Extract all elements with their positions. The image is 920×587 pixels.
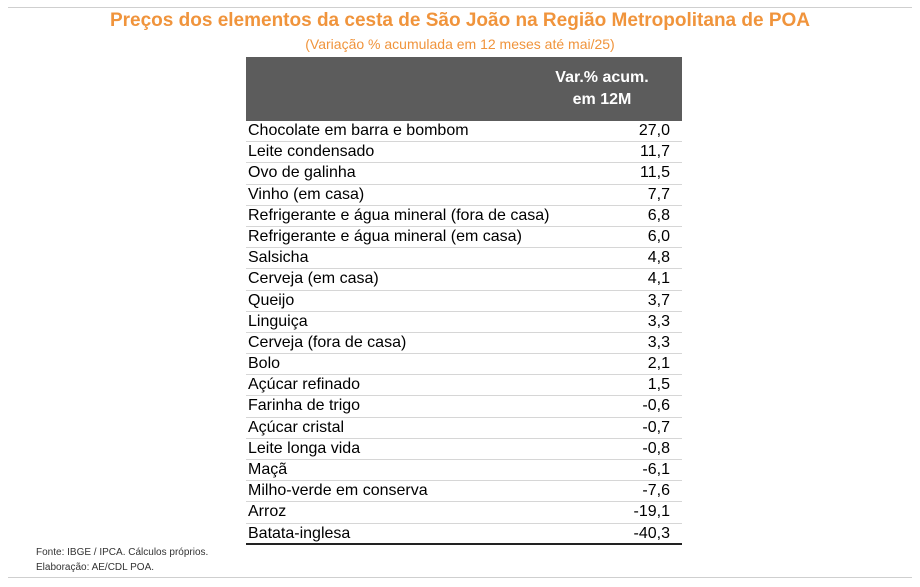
table-row: [246, 375, 682, 396]
item-name: Salsicha: [248, 249, 309, 267]
item-name: Bolo: [248, 355, 281, 373]
chart-title: Preços dos elementos da cesta de São João na Região Metropolitana de POA: [109, 10, 811, 31]
item-name: Açúcar refinado: [248, 376, 361, 394]
top-rule: [8, 7, 912, 8]
item-name: Cerveja (em casa): [248, 270, 379, 288]
table-row: [246, 163, 682, 184]
item-value: 11,7: [640, 143, 670, 161]
item-name: Farinha de trigo: [248, 397, 361, 415]
table-row: [246, 418, 682, 439]
footer-credit: Elaboração: AE/CDL POA.: [36, 562, 155, 573]
item-name: Queijo: [248, 291, 295, 309]
table-row: [246, 248, 682, 269]
table-row: [246, 312, 682, 333]
item-value: -6,1: [642, 461, 670, 478]
item-name: Milho-verde em conserva: [248, 482, 428, 500]
item-value: -0,7: [642, 418, 670, 436]
item-name: Linguiça: [248, 312, 308, 330]
table-row: [246, 396, 682, 417]
item-value: 1,5: [647, 376, 670, 394]
item-value: 27,0: [638, 122, 670, 139]
bottom-rule: [8, 577, 912, 578]
item-value: 7,7: [647, 185, 670, 203]
table-row: [246, 121, 682, 142]
table-row: [246, 142, 682, 163]
item-name: Refrigerante e água mineral (em casa): [248, 227, 522, 245]
table-body: [246, 121, 682, 545]
table-row: [246, 291, 682, 312]
item-name: Arroz: [248, 503, 287, 521]
table-row: [246, 354, 682, 375]
item-name: Maçã: [248, 461, 288, 478]
footer-source: Fonte: IBGE / IPCA. Cálculos próprios.: [36, 547, 209, 558]
item-name: Batata-inglesa: [248, 524, 351, 542]
item-name: Cerveja (fora de casa): [248, 333, 407, 351]
column-header-line1: Var.% acum.: [555, 69, 649, 86]
item-value: 4,8: [647, 249, 670, 267]
column-header-line2: em 12M: [572, 91, 632, 108]
table-header: [246, 57, 682, 121]
item-name: Ovo de galinha: [248, 164, 356, 182]
table-row: [246, 460, 682, 481]
item-value: -0,8: [642, 439, 670, 457]
table-row: [246, 502, 682, 523]
chart-subtitle: (Variação % acumulada em 12 meses até mai/25): [305, 36, 615, 52]
item-value: 6,0: [647, 227, 670, 245]
table-row: [246, 481, 682, 502]
table-row: [246, 227, 682, 248]
item-name: Refrigerante e água mineral (fora de casa): [248, 206, 550, 224]
item-value: -7,6: [642, 482, 670, 500]
item-name: Leite condensado: [248, 143, 375, 161]
item-value: 3,7: [647, 291, 670, 309]
table-row: [246, 439, 682, 460]
item-name: Açúcar cristal: [248, 418, 345, 436]
table-row: [246, 185, 682, 206]
item-value: 6,8: [647, 206, 670, 224]
item-value: 11,5: [640, 164, 670, 182]
table-row: [246, 333, 682, 354]
item-value: -40,3: [633, 524, 670, 542]
item-value: 2,1: [647, 355, 670, 373]
item-value: 3,3: [647, 333, 670, 351]
item-name: Vinho (em casa): [248, 185, 365, 203]
table-row: [246, 206, 682, 227]
item-value: 3,3: [647, 312, 670, 330]
table-row: [246, 269, 682, 290]
price-table: [246, 57, 682, 545]
item-value: -0,6: [642, 397, 670, 415]
table-row: [246, 524, 682, 545]
item-name: Leite longa vida: [248, 439, 361, 457]
item-value: 4,1: [647, 270, 670, 288]
item-value: -19,1: [633, 503, 670, 521]
item-name: Chocolate em barra e bombom: [248, 122, 469, 139]
column-header: [532, 67, 672, 111]
